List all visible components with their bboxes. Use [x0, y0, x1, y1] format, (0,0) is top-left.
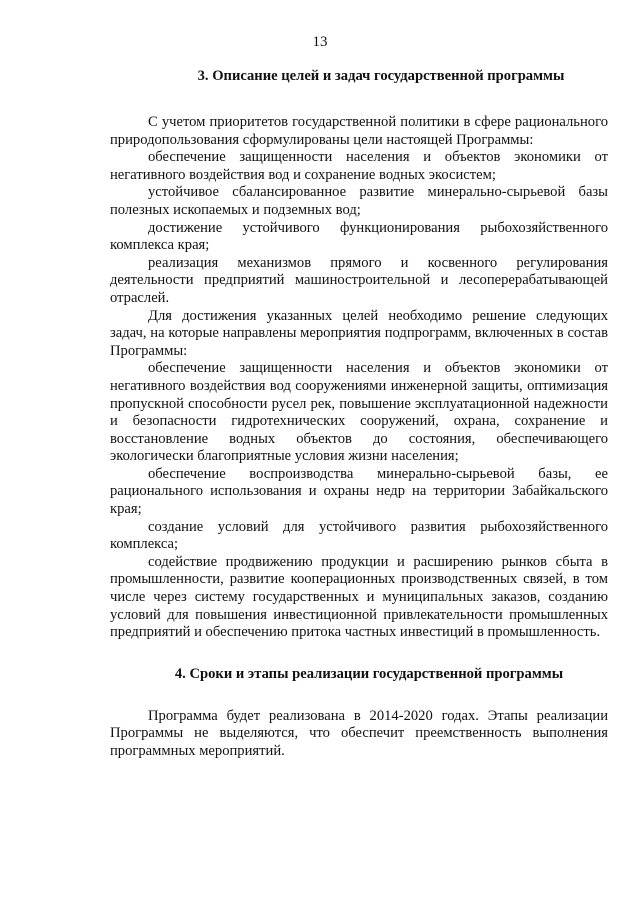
- s3-goal-water-protection: обеспечение защищенности населения и объектов экономики от негативного воздействия вод и сохранение водных экосистем;: [110, 149, 608, 183]
- s3-task-industry: содействие продвижению продукции и расширению рынков сбыта в промышленности, развитие кооперационных производственных связей, в том числе через систему государственных и муниципальных заказов, созданию условий для повышения инвестиционной привлекательности промышленных предприятий и обеспечению притока частных инвестиций в промышленность.: [110, 553, 608, 641]
- page-number: 13: [312, 34, 328, 50]
- page-content: [110, 66, 608, 761]
- s3-tasks-intro: Для достижения указанных целей необходимо решение следующих задач, на которые направлены мероприятия подпрограмм, включенных в состав Программы:: [110, 307, 608, 359]
- s3-task-fishery: создание условий для устойчивого развития рыбохозяйственного комплекса;: [110, 518, 608, 553]
- s3-goal-fishery: достижение устойчивого функционирования рыбохозяйственного комплекса края;: [110, 219, 608, 254]
- s3-goal-mineral-base: устойчивое сбалансированное развитие минерально-сырьевой базы полезных ископаемых и подземных вод;: [110, 184, 608, 218]
- s3-goal-industry-regulation: реализация механизмов прямого и косвенного регулирования деятельности предприятий машиностроительной и лесоперерабатывающей отраслей.: [110, 254, 608, 306]
- s3-task-water-protection: обеспечение защищенности населения и объектов экономики от негативного воздействия вод сооружениями инженерной защиты, оптимизация пропускной способности русел рек, повышение эксплуатационной надежности и безопасности гидротехнических сооружений, охрана, сохранение и восстановление водных объектов до состояния, обеспечивающего экологически благоприятные условия жизни населения;: [110, 360, 608, 465]
- s3-task-mineral-base: обеспечение воспроизводства минерально-сырьевой базы, ее рационального использования и охраны недр на территории Забайкальского края;: [110, 465, 608, 518]
- section-3-title: 3. Описание целей и задач государственной программы: [197, 68, 565, 84]
- s3-paragraph-intro: С учетом приоритетов государственной политики в сфере рационального природопользования сформулированы цели настоящей Программы:: [110, 114, 608, 148]
- s4-paragraph-terms: Программа будет реализована в 2014-2020 годах. Этапы реализации Программы не выделяются, что обеспечит преемственность выполнения программных мероприятий.: [110, 707, 608, 759]
- section-4-title: 4. Сроки и этапы реализации государственной программы: [174, 665, 564, 682]
